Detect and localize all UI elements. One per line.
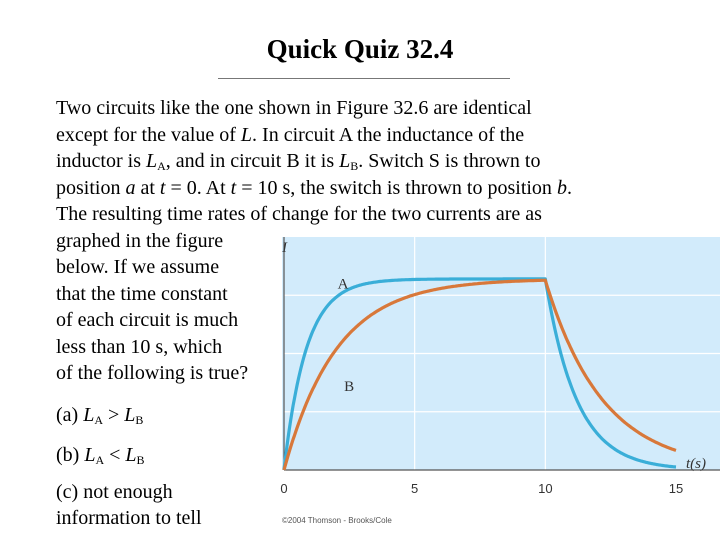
x-tick-labels [280,481,683,496]
y-axis-label: I [282,240,287,256]
question-line: below. If we assume [56,256,220,278]
page-title: Quick Quiz 32.4 [266,34,454,64]
current-vs-time-chart [268,232,720,532]
x-tick-label: 15 [668,481,684,496]
question-line: Two circuits like the one shown in Figure 32.6 are identical [56,97,532,119]
option-c: (c) not enough information to tell [56,481,202,529]
x-axis-label: t(s) [686,456,706,472]
copyright-text: ©2004 Thomson - Brooks/Cole [282,516,392,525]
question-line: that the time constant [56,282,228,305]
title-divider [218,78,510,79]
option-a: (a) $L_A > L_B$ [56,404,144,427]
question-line: of the following is true? [56,362,249,384]
question-line: of each circuit is much [56,309,239,331]
question-line: position a at t = 0. At t = 10 s, the switch is thrown to position b. [56,176,572,199]
x-tick-label: 5 [411,481,419,496]
x-tick-label: 10 [538,481,553,496]
question-line: except for the value of L. In circuit A the inductance of the [56,123,525,146]
question-line: The resulting time rates of change for the two currents are as [56,203,542,225]
question-line: graphed in the figure [56,229,224,252]
series-label-a: A [337,276,349,293]
series-label-b: B [344,378,355,395]
option-b: (b) $L_A < L_B$ [56,444,145,467]
question-line: inductor is $L_A$, and in circuit B it is $L_B$. Switch S is thrown to [56,150,541,173]
question-line: less than 10 s, which [56,335,223,358]
x-tick-label: 0 [280,481,288,496]
